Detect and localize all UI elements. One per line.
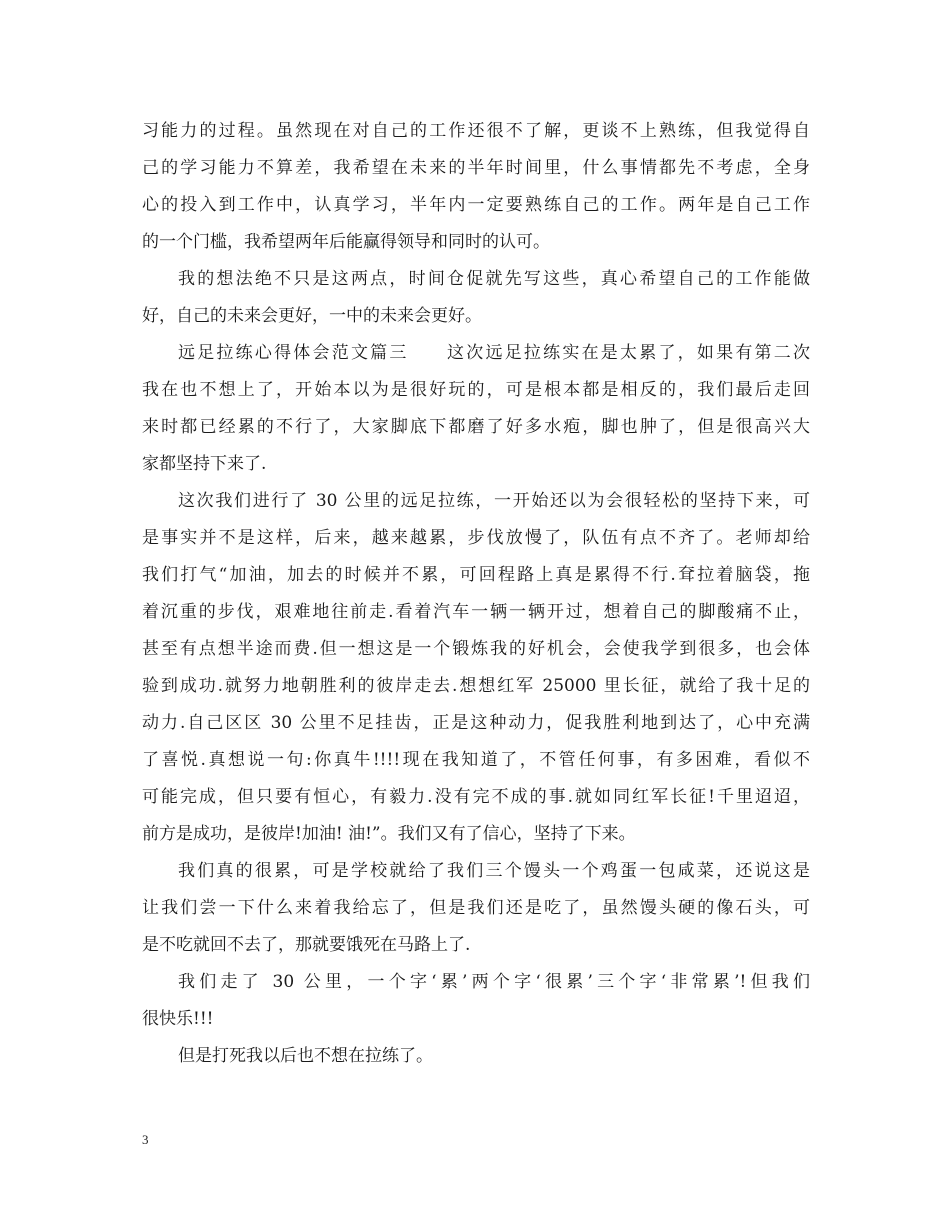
text-line: 我们真的很累，可是学校就给了我们三个馒头一个鸡蛋一包咸菜，还说这是 [178,861,810,881]
body-text [142,113,810,1075]
text-line: 验到成功.就努力地朝胜利的彼岸走去.想想红军 25000 里长征，就给了我十足的 [142,676,810,696]
text-line: 动力.自己区区 30 公里不足挂齿，正是这种动力，促我胜利地到达了，心中充满 [142,713,810,733]
text-line: 习能力的过程。虽然现在对自己的工作还很不了解，更谈不上熟练，但我觉得自 [142,121,810,141]
text-line: 来时都已经累的不行了，大家脚底下都磨了好多水疱，脚也肿了，但是很高兴大 [142,417,810,437]
text-line: 我们打气“加油，加去的时候并不累，可回程路上真是累得不行.耷拉着脑袋，拖 [142,565,810,585]
text-line: 我在也不想上了，开始本以为是很好玩的，可是根本都是相反的，我们最后走回 [142,380,810,400]
text-line: 家都坚持下来了. [142,454,267,474]
text-line: 己的学习能力不算差，我希望在未来的半年时间里，什么事情都先不考虑，全身 [142,158,810,178]
text-line: 这次我们进行了 30 公里的远足拉练，一开始还以为会很轻松的坚持下来，可 [178,491,810,511]
text-line: 很快乐!!! [142,1009,214,1029]
text-line: 但是打死我以后也不想在拉练了。 [178,1046,433,1066]
text-line: 好，自己的未来会更好，一中的未来会更好。 [142,306,482,326]
text-line: 远足拉练心得体会范文篇三 这次远足拉练实在是太累了，如果有第二次 [178,343,810,363]
text-line: 我们走了 30 公里，一个字‘累’两个字‘很累’三个字‘非常累’!但我们 [178,972,810,992]
text-line: 我的想法绝不只是这两点，时间仓促就先写这些，真心希望自己的工作能做 [178,269,810,289]
text-line: 是不吃就回不去了，那就要饿死在马路上了. [142,935,471,955]
text-line: 前方是成功，是彼岸!加油! 油!”。我们又有了信心，坚持了下来。 [142,824,636,844]
text-line: 可能完成，但只要有恒心，有毅力.没有完不成的事.就如同红军长征!千里迢迢， [142,787,810,807]
text-line: 了喜悦.真想说一句:你真牛!!!!现在我知道了，不管任何事，有多困难，看似不 [142,750,810,770]
text-line: 心的投入到工作中，认真学习，半年内一定要熟练自己的工作。两年是自己工作 [142,195,810,215]
text-line: 是事实并不是这样，后来，越来越累，步伐放慢了，队伍有点不齐了。老师却给 [142,528,810,548]
text-line: 的一个门槛，我希望两年后能赢得领导和同时的认可。 [142,232,550,252]
text-line: 甚至有点想半途而费.但一想这是一个锻炼我的好机会，会使我学到很多，也会体 [142,639,810,659]
text-line: 让我们尝一下什么来着我给忘了，但是我们还是吃了，虽然馒头硬的像石头，可 [142,898,810,918]
text-line: 着沉重的步伐，艰难地往前走.看着汽车一辆一辆开过，想着自己的脚酸痛不止， [142,602,810,622]
page-number: 3 [142,1132,149,1147]
